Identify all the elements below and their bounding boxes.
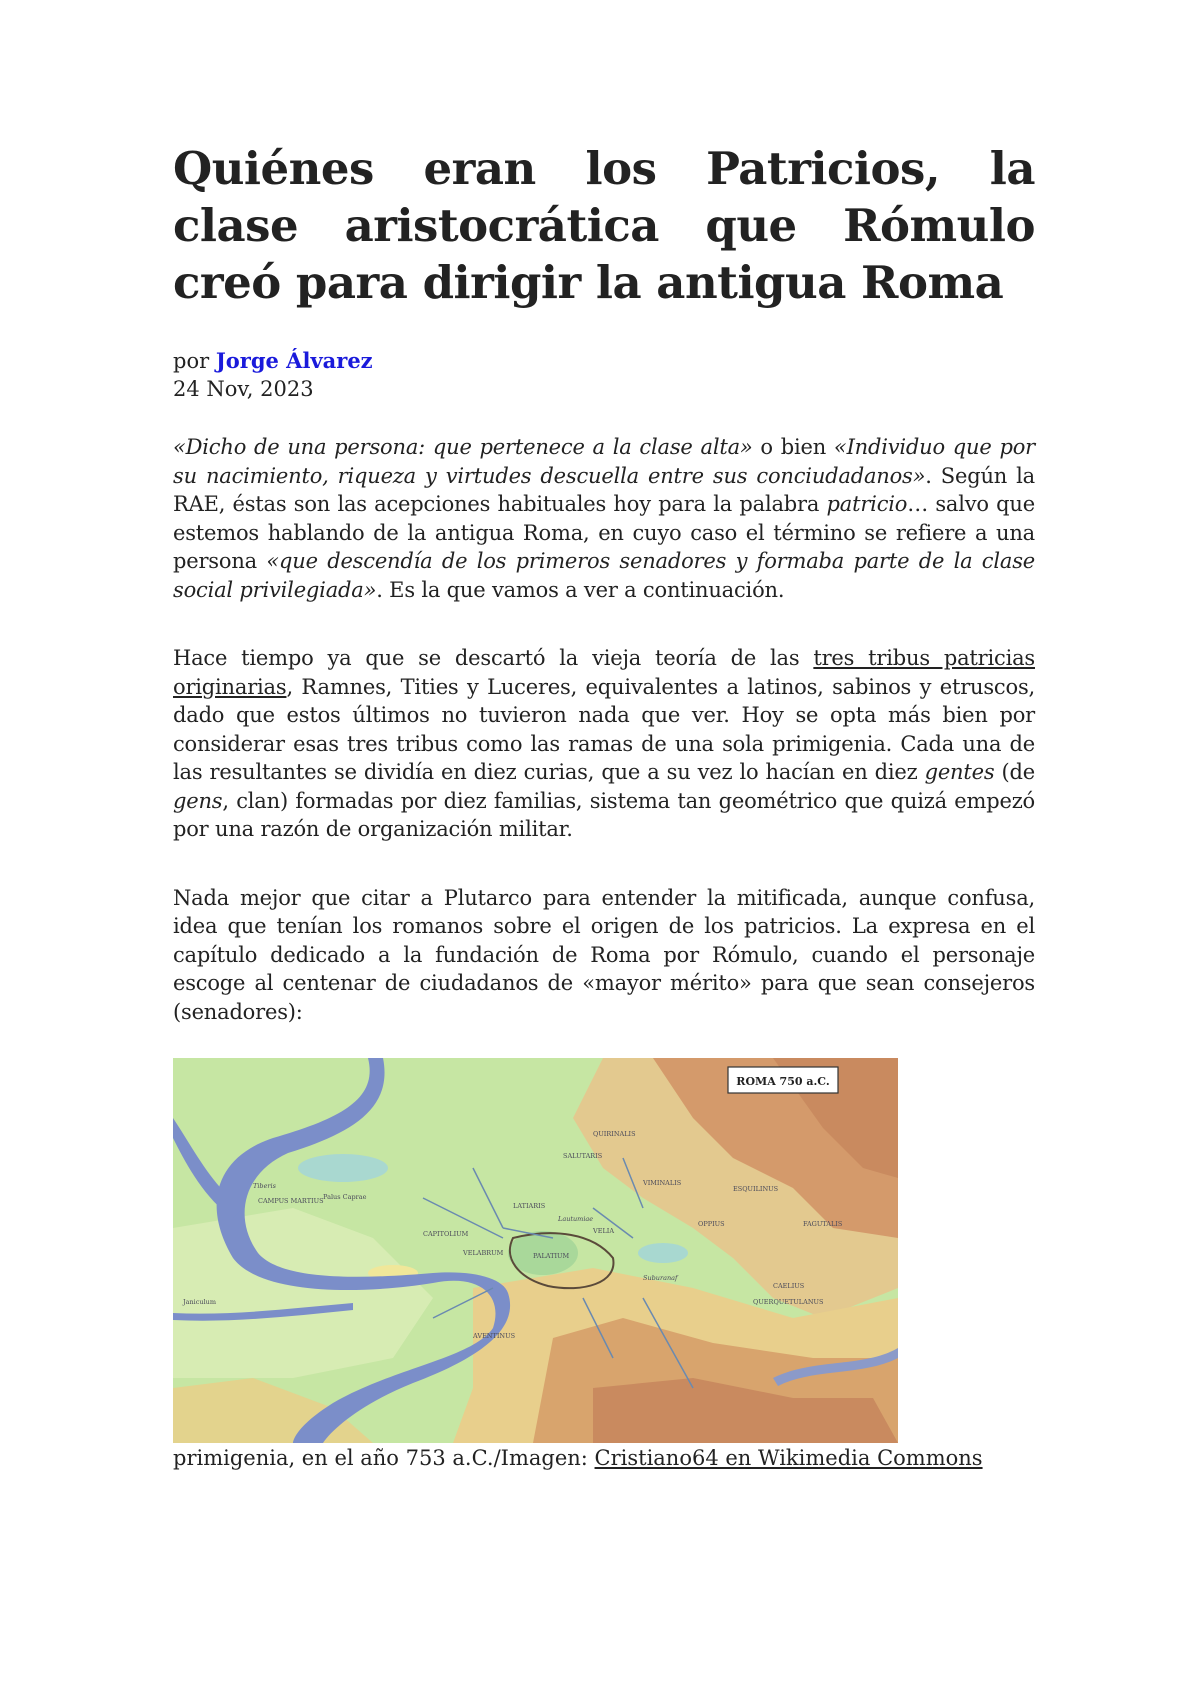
place-label: CAPITOLIUM (423, 1230, 469, 1238)
place-label: Palus Caprae (323, 1193, 367, 1201)
publish-date: 24 Nov, 2023 (173, 377, 314, 401)
quote-1: «Dicho de una persona: que pertenece a la clase alta» (173, 435, 753, 459)
quote-2: «Individuo que por su nacimiento, riqueza y virtudes descuella entre sus conciudadanos» (173, 435, 1035, 488)
caption-text: primigenia, en el año 753 a.C./Imagen: (173, 1445, 595, 1470)
place-label: QUIRINALIS (593, 1130, 636, 1138)
place-label: Suburanaf (643, 1274, 678, 1282)
rome-map-figure (173, 1058, 898, 1443)
word-gentes: gentes (924, 760, 995, 784)
text-span: , clan) formadas por diez familias, sistema tan geométrico que quizá empezó por una razón de organización militar. (173, 788, 1035, 841)
place-label: OPPIUS (698, 1220, 725, 1228)
place-label: FAGUTALIS (803, 1220, 843, 1228)
place-label: QUERQUETULANUS (753, 1298, 824, 1306)
rome-map-image (173, 1058, 898, 1443)
paragraph-2 (173, 644, 1035, 844)
place-label: CAMPUS MARTIUS (258, 1197, 324, 1205)
text-span: . Es la que vamos a ver a continuación. (376, 577, 785, 602)
map-label: ROMA 750 a.C. (736, 1075, 830, 1088)
place-label: Janiculum (183, 1298, 217, 1306)
place-label: VIMINALIS (643, 1179, 682, 1187)
paragraph-3: Nada mejor que citar a Plutarco para entender la mitificada, aunque confusa, idea que tenían los romanos sobre el origen de los patricios. La expresa en el capítulo dedicado a la fundación de Roma por Rómulo, cuando el personaje escoge al centenar de ciudadanos de «mayor mérito» para que sean consejeros (senadores): (173, 885, 1035, 1024)
text-span: . Según la RAE, éstas son las acepciones habituales hoy para la palabra (173, 463, 1035, 516)
tribus-link[interactable]: tres tribus patricias originarias (173, 646, 1035, 699)
place-label: AVENTINUS (473, 1332, 516, 1340)
paragraph-1 (173, 433, 1035, 604)
text-span: Hace tiempo ya que se descartó la vieja teoría de las (173, 646, 814, 670)
place-label: PALATIUM (533, 1252, 570, 1260)
text-span: , Ramnes, Tities y Luceres, equivalentes a latinos, sabinos y etruscos, dado que estos últimos no tuvieron nada que ver. Hoy se opta más bien por considerar esas tres tribus como las ramas de una sola primigenia. Cada una de las resultantes se dividía en diez curias, que a su vez lo hacían en diez (173, 674, 1035, 784)
word-gens: gens (173, 788, 223, 813)
text-span: (de (994, 760, 1035, 784)
image-credit-link[interactable]: Cristiano64 en Wikimedia Commons (594, 1445, 983, 1470)
place-label: Tiberis (253, 1182, 276, 1190)
place-label: SALUTARIS (563, 1152, 603, 1160)
place-label: Lautumiae (558, 1215, 594, 1223)
place-label: VELABRUM (463, 1249, 504, 1257)
place-label: VELIA (593, 1227, 615, 1235)
quote-3: «que descendía de los primeros senadores y formaba parte de la clase social privilegiada» (173, 549, 1036, 602)
place-label: LATIARIS (513, 1202, 546, 1210)
byline-prefix: por (173, 349, 216, 373)
article (173, 140, 1035, 1472)
place-label: ESQUILINUS (733, 1185, 779, 1193)
text-span: … salvo que estemos hablando de la antigua Roma, en cuyo caso el término se refiere a una persona (173, 492, 1035, 573)
caption-line-2 (173, 1444, 1035, 1473)
place-label: CAELIUS (773, 1282, 805, 1290)
article-title: Quiénes eran los Patricios, la clase aristocrática que Rómulo creó para dirigir la antigua Roma (173, 142, 1035, 309)
byline (173, 347, 1035, 375)
word-patricio: patricio (826, 492, 908, 516)
text-span: o bien (752, 435, 834, 459)
author-link[interactable]: Jorge Álvarez (215, 348, 373, 373)
